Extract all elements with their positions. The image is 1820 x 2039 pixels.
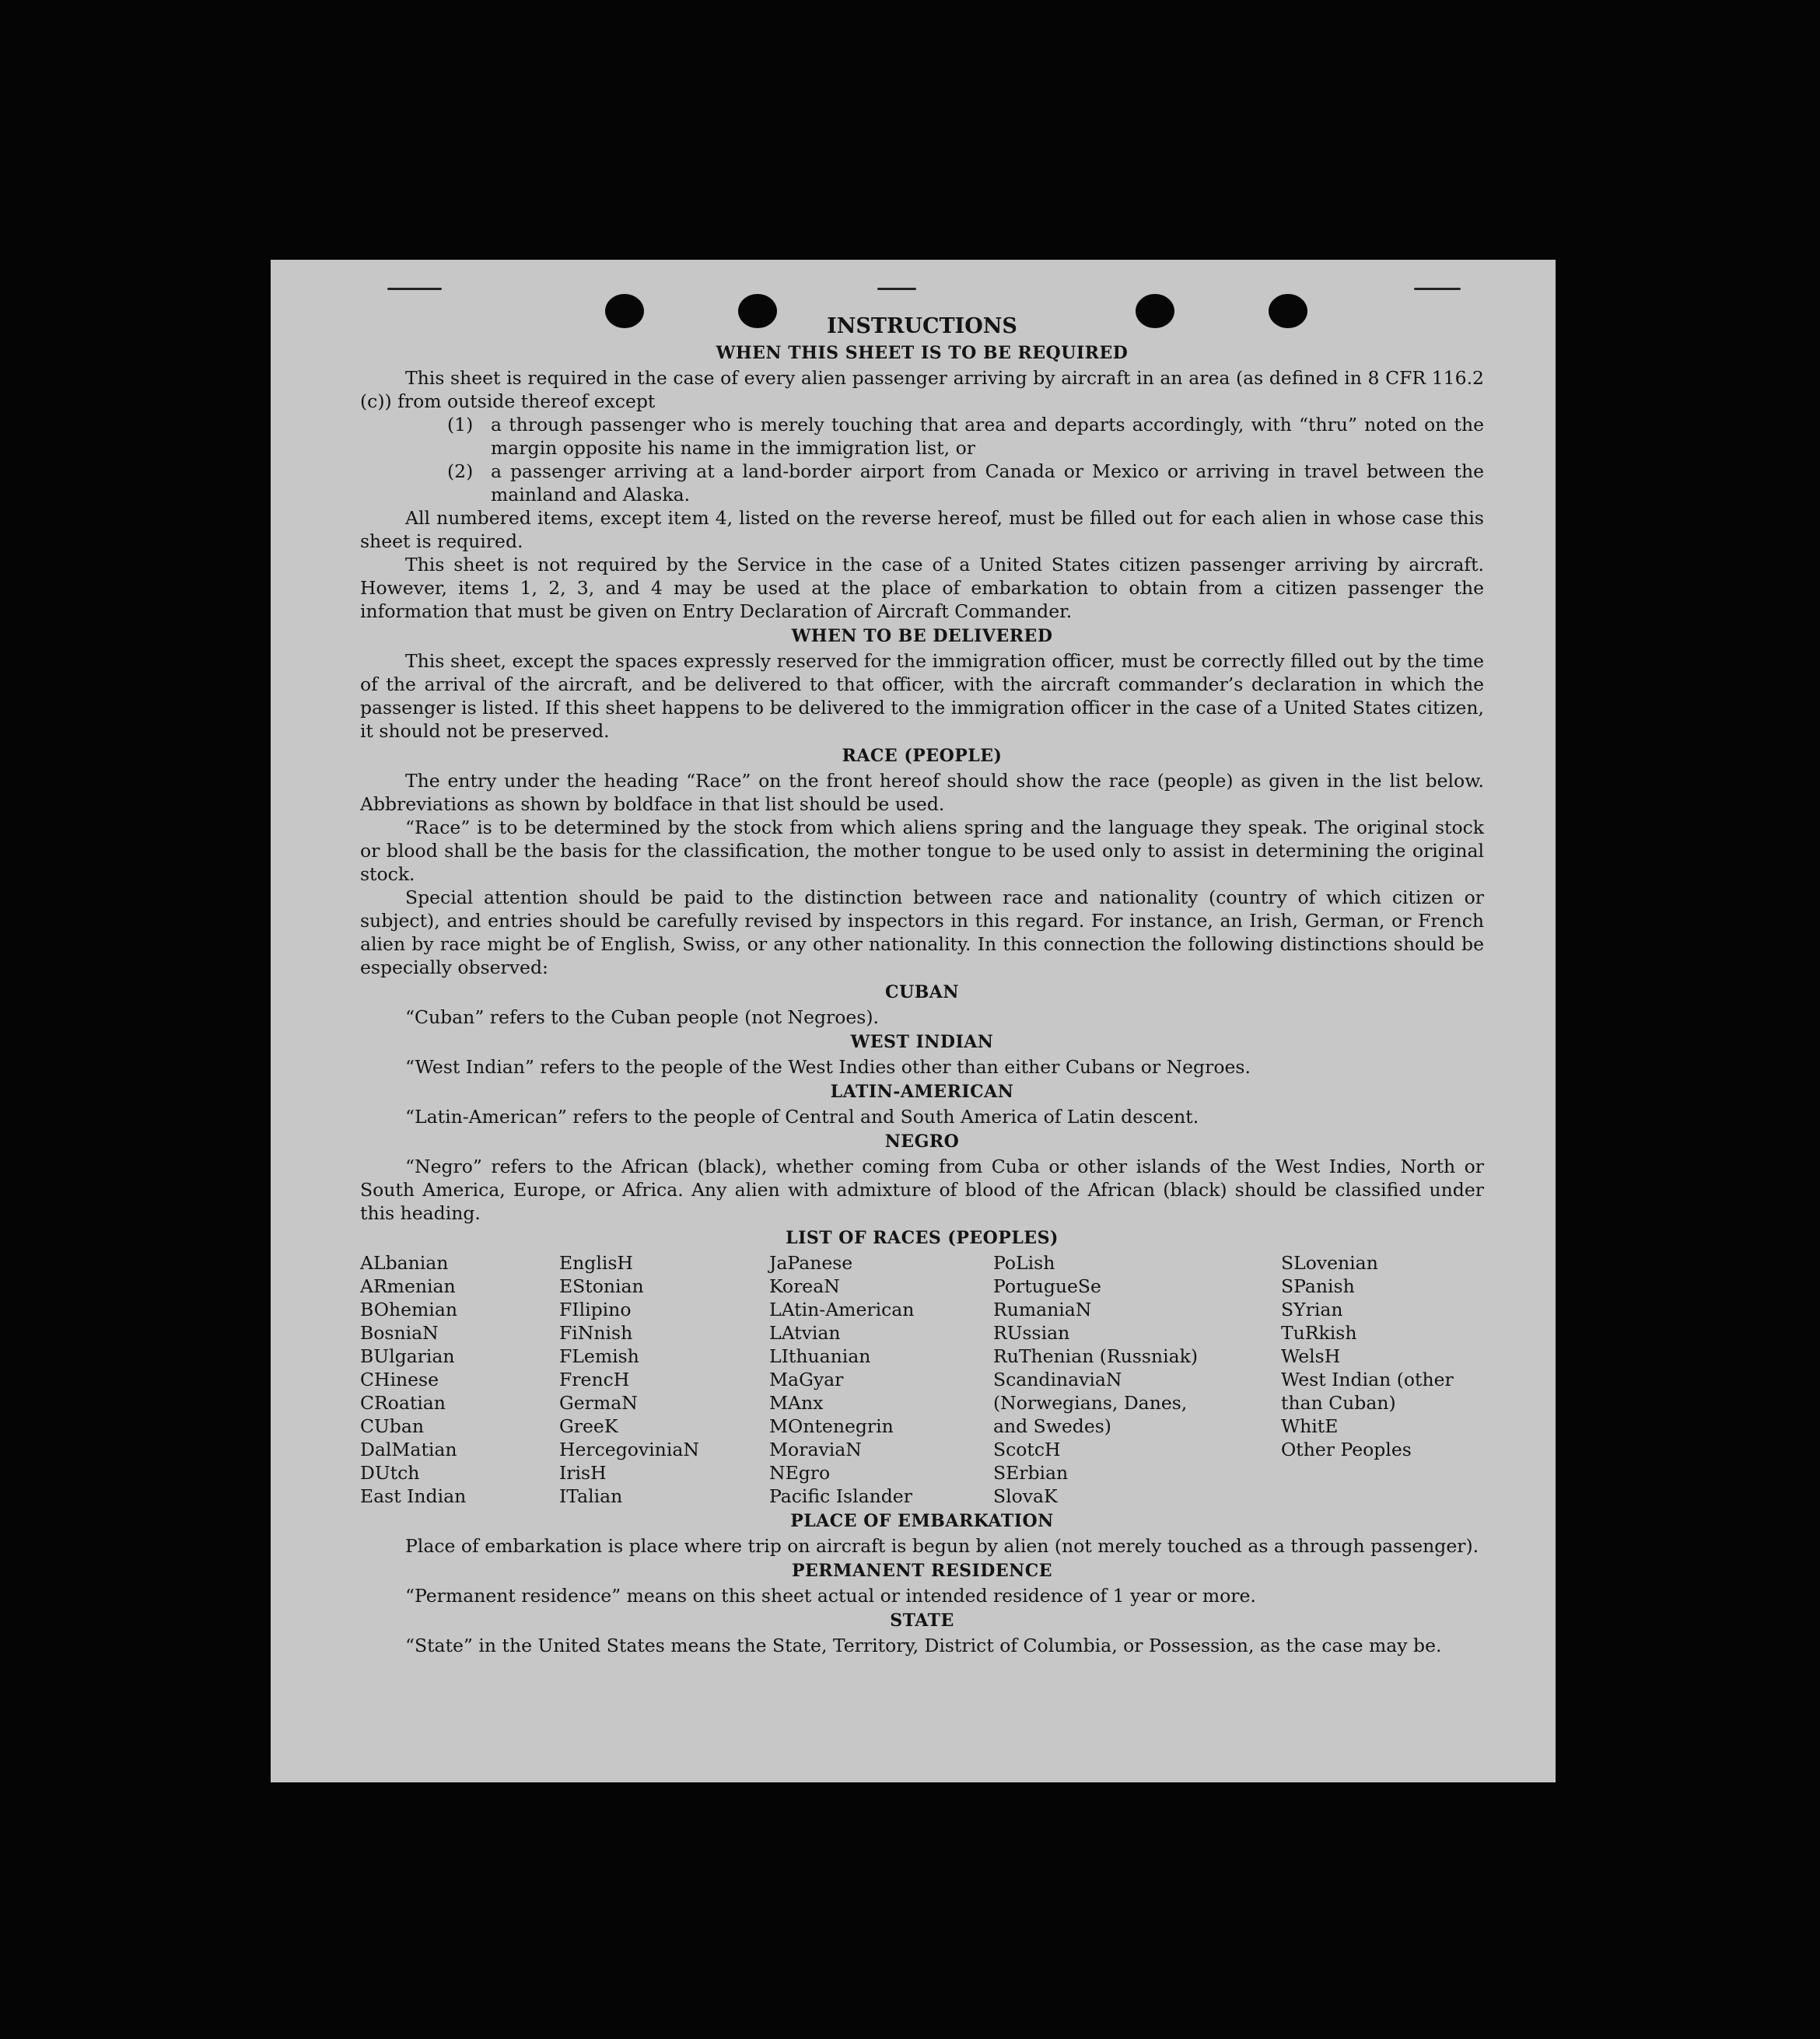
edge-mark [387,288,442,290]
race-entry: MOntenegrin [769,1415,894,1437]
section-heading: WEST INDIAN [850,1032,994,1052]
page-title: INSTRUCTIONS [827,314,1017,338]
race-entry: SLovenian [1281,1252,1378,1274]
race-column [769,1251,993,1508]
race-entry: TuRkish [1281,1322,1357,1344]
race-entry: East Indian [360,1485,467,1507]
paragraph: All numbered items, except item 4, listed on the reverse hereof, must be filled out for each alien in whose case this sheet is required. [360,507,1484,552]
race-entry: CRoatian [360,1392,446,1414]
race-entry: West Indian (other than Cuban) [1281,1369,1454,1414]
race-column [360,1251,559,1508]
list-number: (2) [447,460,474,482]
punch-hole [738,294,777,328]
punch-hole [1269,294,1307,328]
list-item [447,413,1484,460]
race-entry: EnglisH [559,1252,633,1274]
race-entry: SlovaK [993,1485,1058,1507]
race-column [993,1251,1281,1508]
paragraph: This sheet is not required by the Service in the case of a United States citizen passenger arriving by aircraft. However, items 1, 2, 3, and 4 may be used at the place of embarkation to obtain from a citizen passenger the information that must be given on Entry Declaration of Aircraft Commander. [360,554,1484,622]
race-entry: ALbanian [360,1252,449,1274]
race-entry: ScandinaviaN (Norwegians, Danes, and Swedes) [993,1369,1188,1437]
race-entry: SErbian [993,1462,1069,1484]
race-entry: GermaN [559,1392,638,1414]
paragraph: “Permanent residence” means on this sheet actual or intended residence of 1 year or more. [405,1585,1256,1607]
race-entry: LIthuanian [769,1345,871,1367]
race-entry: IrisH [559,1462,607,1484]
section-heading: NEGRO [884,1131,960,1152]
list-item [447,460,1484,506]
race-column [1281,1251,1484,1508]
punch-hole [1136,294,1174,328]
race-entry: MAnx [769,1392,824,1414]
section-heading: PERMANENT RESIDENCE [792,1561,1052,1581]
race-entry: Pacific Islander [769,1485,912,1507]
race-entry: MoraviaN [769,1439,862,1460]
race-entry: MaGyar [769,1369,844,1390]
punch-hole [605,294,644,328]
paragraph: “Race” is to be determined by the stock from which aliens spring and the language they speak. The original stock or blood shall be the basis for the classification, the mother tongue to be used only to assist in determining the original stock. [360,817,1484,885]
race-entry: SYrian [1281,1299,1343,1320]
list-text: a passenger arriving at a land-border airport from Canada or Mexico or arriving in travel between the mainland and Alaska. [491,460,1484,505]
race-column [559,1251,769,1508]
paragraph: “Negro” refers to the African (black), whether coming from Cuba or other islands of the West Indies, North or South America, Europe, or Africa. Any alien with admixture of blood of the African (black) should be classified under this heading. [360,1156,1484,1224]
race-entry: GreeK [559,1415,618,1437]
race-entry: CUban [360,1415,424,1437]
section-heading: LIST OF RACES (PEOPLES) [786,1228,1059,1248]
race-entry: BOhemian [360,1299,457,1320]
list-number: (1) [447,414,474,435]
race-entry: ScotcH [993,1439,1061,1460]
race-entry: WhitE [1281,1415,1339,1437]
race-entry: CHinese [360,1369,439,1390]
race-entry: LAtvian [769,1322,841,1344]
race-list [360,1251,1484,1508]
race-entry: BUlgarian [360,1345,455,1367]
paragraph: “West Indian” refers to the people of the West Indies other than either Cubans or Negroes. [405,1056,1251,1078]
paragraph: “Cuban” refers to the Cuban people (not Negroes). [405,1006,880,1028]
race-entry: RuThenian (Russniak) [993,1345,1198,1367]
race-entry: KoreaN [769,1275,840,1297]
race-entry: SPanish [1281,1275,1355,1297]
race-entry: NEgro [769,1462,831,1484]
section-heading: LATIN-AMERICAN [830,1082,1014,1102]
edge-mark [877,288,916,290]
race-entry: RumaniaN [993,1299,1092,1320]
paragraph: This sheet, except the spaces expressly reserved for the immigration officer, must be correctly filled out by the time of the arrival of the aircraft, and be delivered to that officer, with the aircraft commander’s declaration in which the passenger is listed. If this sheet happens to be delivered to the immigration officer in the case of a United States citizen, it should not be preserved. [360,650,1484,742]
race-entry: FiNnish [559,1322,633,1344]
paragraph: “Latin-American” refers to the people of Central and South America of Latin descent. [405,1106,1199,1128]
section-heading: WHEN THIS SHEET IS TO BE REQUIRED [716,343,1129,363]
race-entry: LAtin-American [769,1299,915,1320]
race-entry: BosniaN [360,1322,439,1344]
race-entry: FrencH [559,1369,630,1390]
race-entry: RUssian [993,1322,1070,1344]
list-text: a through passenger who is merely touching that area and departs accordingly, with “thru” noted on the margin opposite his name in the immigration list, or [491,414,1484,459]
race-entry: Other Peoples [1281,1439,1412,1460]
section-heading: WHEN TO BE DELIVERED [791,626,1053,646]
race-entry: HercegoviniaN [559,1439,699,1460]
race-entry: PortugueSe [993,1275,1101,1297]
race-entry: FLemish [559,1345,639,1367]
race-entry: FIlipino [559,1299,632,1320]
race-entry: ITalian [559,1485,623,1507]
race-entry: DalMatian [360,1439,457,1460]
document-sheet [271,260,1556,1782]
paragraph: “State” in the United States means the State, Territory, District of Columbia, or Possession, as the case may be. [405,1635,1442,1656]
race-entry: WelsH [1281,1345,1341,1367]
paragraph: Special attention should be paid to the distinction between race and nationality (country of which citizen or subject), and entries should be carefully revised by inspectors in this regard. For instance, an Irish, German, or French alien by race might be of English, Swiss, or any other nationality. In this connection the following distinctions should be especially observed: [360,887,1484,978]
race-entry: EStonian [559,1275,644,1297]
section-heading: RACE (PEOPLE) [842,746,1003,766]
race-entry: JaPanese [769,1252,853,1274]
paragraph: The entry under the heading “Race” on the front hereof should show the race (people) as given in the list below. Abbreviations as shown by boldface in that list should be used. [360,770,1484,815]
paragraph: This sheet is required in the case of every alien passenger arriving by aircraft in an area (as defined in 8 CFR 116.2 (c)) from outside thereof except [360,367,1484,412]
section-heading: CUBAN [885,982,959,1002]
paragraph: Place of embarkation is place where trip on aircraft is begun by alien (not merely touched as a through passenger). [405,1535,1479,1557]
race-entry: PoLish [993,1252,1055,1274]
section-heading: PLACE OF EMBARKATION [790,1511,1054,1531]
section-heading: STATE [890,1611,954,1631]
race-entry: ARmenian [360,1275,456,1297]
race-entry: DUtch [360,1462,420,1484]
edge-mark [1414,288,1461,290]
